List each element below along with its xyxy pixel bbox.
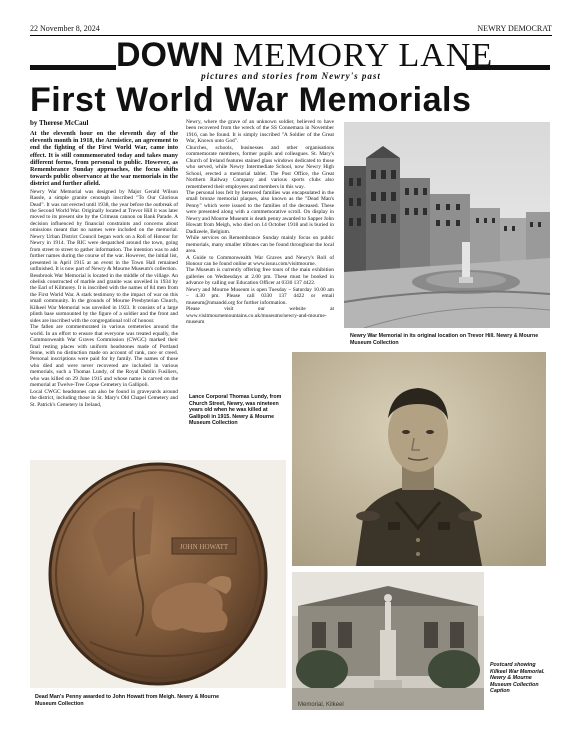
issue-date: 22 November 8, 2024 (30, 24, 100, 33)
article-column-1 (30, 130, 178, 445)
war-memorial-photo-image (344, 122, 550, 328)
article-paragraph: Please visit our website at www.visitmournemountains.co.uk/museums/newry-and-mourne-museum (186, 306, 334, 326)
publication-name: NEWRY DEMOCRAT (477, 24, 552, 33)
dead-mans-penny-caption: Dead Man's Penny awarded to John Howatt from Meigh. Newry & Mourne Museum Collection (35, 694, 220, 707)
masthead (116, 36, 494, 81)
war-memorial-caption: Newry War Memorial in its original location on Trevor Hill. Newry & Mourne Museum Collection (350, 333, 539, 346)
article-paragraph: Newry and Mourne Museum is open Tuesday – Saturday 10.00 am – 4.30 pm. Please call 0330 137 4422 or email museum@nmandd.org for further information. (186, 286, 334, 306)
article-lead: At the eleventh hour on the eleventh day of the eleventh month in 1918, the Armistice, an agreement to end the fighting of the First World War, came into effect. It is still commemorated today and takes many different forms, from personal to public. However, as Remembrance Sunday approaches, the focus shifts towards public observance at the war memorials in the district and further afield. (30, 130, 178, 188)
article-paragraph: The fallen are commemorated in various cemeteries around the world. In an effort to ensure that everyone was treated equally, the Commonwealth War Graves Commission (CWGC) marked their final resting places with uniform headstones made of Portland Stone, with no distinction made on account of rank, race or creed. Personal inscriptions were paid for by family. The names of those who died and were never recovered are included in various memorials, such a Thomas Lundy, of the Royal Dublin Fusiliers, who was killed on 29 June 1915 and whose name is carved on the memorial at Twelve-Tree Copse Cemetery in Gallipoli. (30, 324, 178, 389)
masthead-title-bold: DOWN (116, 36, 224, 74)
dead-mans-penny-image (30, 460, 286, 688)
masthead-title-light: MEMORY LANE (233, 37, 494, 74)
article-paragraph: Churches, schools, businesses and other organisations commemorate members, former pupils and colleagues. St. Mary's Church of Ireland features stained glass windows dedicated to those who served, while Newry Intermediate School, now Newry High School, erected a memorial tablet. The Post Office, the Great Northern Railway Company and various sports clubs also remembered their employees and members in this way. (186, 144, 334, 190)
war-memorial-photo (344, 122, 550, 328)
penny-plaque-text: JOHN HOWATT (179, 543, 229, 551)
article-paragraph: The personal loss felt by bereaved families was encapsulated in the small bronze memorial plaques, also known as the "Dead Man's Penny" which were issued to the families of the deceased. These were presented along with a commemorative scroll. On display in Newry and Mourne Museum is death penny awarded to Sapper John Howatt from Meigh, who died on 14 October 1918 and is buried in Dadizeele, Belgium. (186, 189, 334, 235)
article-paragraph: Bessbrook War Memorial is located in the middle of the village. An obelisk constructed of marble and granite was unveiled in 1934 by the Earl of Kilmorey. It is inscribed with the names of 84 men from the First World War. A stark testimony to the impact of war on this small community. In the grounds of Mourne Presbyterian Church, Kilkeel War Memorial was unveiled in 1923. It consists of a large plinth base surmounted by the figure of a soldier and the front and sides are inscribed with the congregational roll of honour. (30, 272, 178, 324)
masthead-subtitle: pictures and stories from Newry's past (201, 71, 381, 81)
article-paragraph: Local CWGC headstones can also be found in graveyards around the district, including those in St. Mary's Old Chapel Cemetery and St. Patrick's Cemetery in Ireland, (30, 388, 178, 408)
kilkeel-postcard-image (292, 572, 484, 710)
dead-mans-penny-photo (30, 460, 286, 688)
article-paragraph: A Guide to Commonwealth War Graves and Newry's Roll of Honour can be found online at www.issuu.com/visitmourne. (186, 254, 334, 267)
article-paragraph: The Museum is currently offering free tours of the main exhibition galleries on Wednesdays at 2.00 pm. These must be booked in advance by calling our Education Officer at 0330 137 4422. (186, 267, 334, 287)
masthead-title (116, 36, 494, 74)
article-paragraph: Newry, where the grave of an unknown soldier, believed to have been recovered from the wreck of the SS Connemara in November 1916, can be found. It is simply inscribed "A Soldier of the Great War, Known unto God". (186, 119, 334, 145)
postcard-label: Memorial, Kilkeel (298, 702, 344, 708)
lundy-portrait-photo (292, 352, 546, 566)
article-paragraph: Newry War Memorial was designed by Major Gerald Wilson Rassle, a simple granite cenotaph inscribed "To Our Glorious Dead". It was not erected until 1938, the year before the outbreak of the Second World War. Originally located at Trevor Hill it was later moved to its present site by the Crimean cannon on Bank Parade. A decision influenced by financial constraints and concerns about omissions meant that no names were included on the memorial. Newry Urban District Council began work on a Roll of Honour for Newry in 1914. The RIC were despatched around the town, going from street to street to gather information. The intention was to add further names during the course of the war. However, the initial list, presented in April 1915 at an event in the Town Hall remained unfinished. It is now part of Newry & Mourne Museum's collection. (30, 188, 178, 273)
header-rule (30, 35, 552, 36)
article-paragraph: While services on Remembrance Sunday mainly focus on public memorials, many smaller tributes can be found throughout the local area. (186, 235, 334, 255)
kilkeel-caption: Postcard showing Kilkeel War Memorial. Newry & Mourne Museum Collection Caption (490, 662, 545, 694)
masthead-bar-left (30, 65, 116, 70)
byline: by Therese McCaul (30, 119, 89, 127)
lundy-portrait-image (292, 352, 546, 566)
lundy-caption: Lance Corporal Thomas Lundy, from Church Street, Newry, was nineteen years old when he was killed at Gallipoli in 1915. Newry & Mourne Museum Collection (189, 394, 282, 426)
kilkeel-postcard-photo (292, 572, 484, 710)
headline: First World War Memorials (30, 81, 472, 119)
